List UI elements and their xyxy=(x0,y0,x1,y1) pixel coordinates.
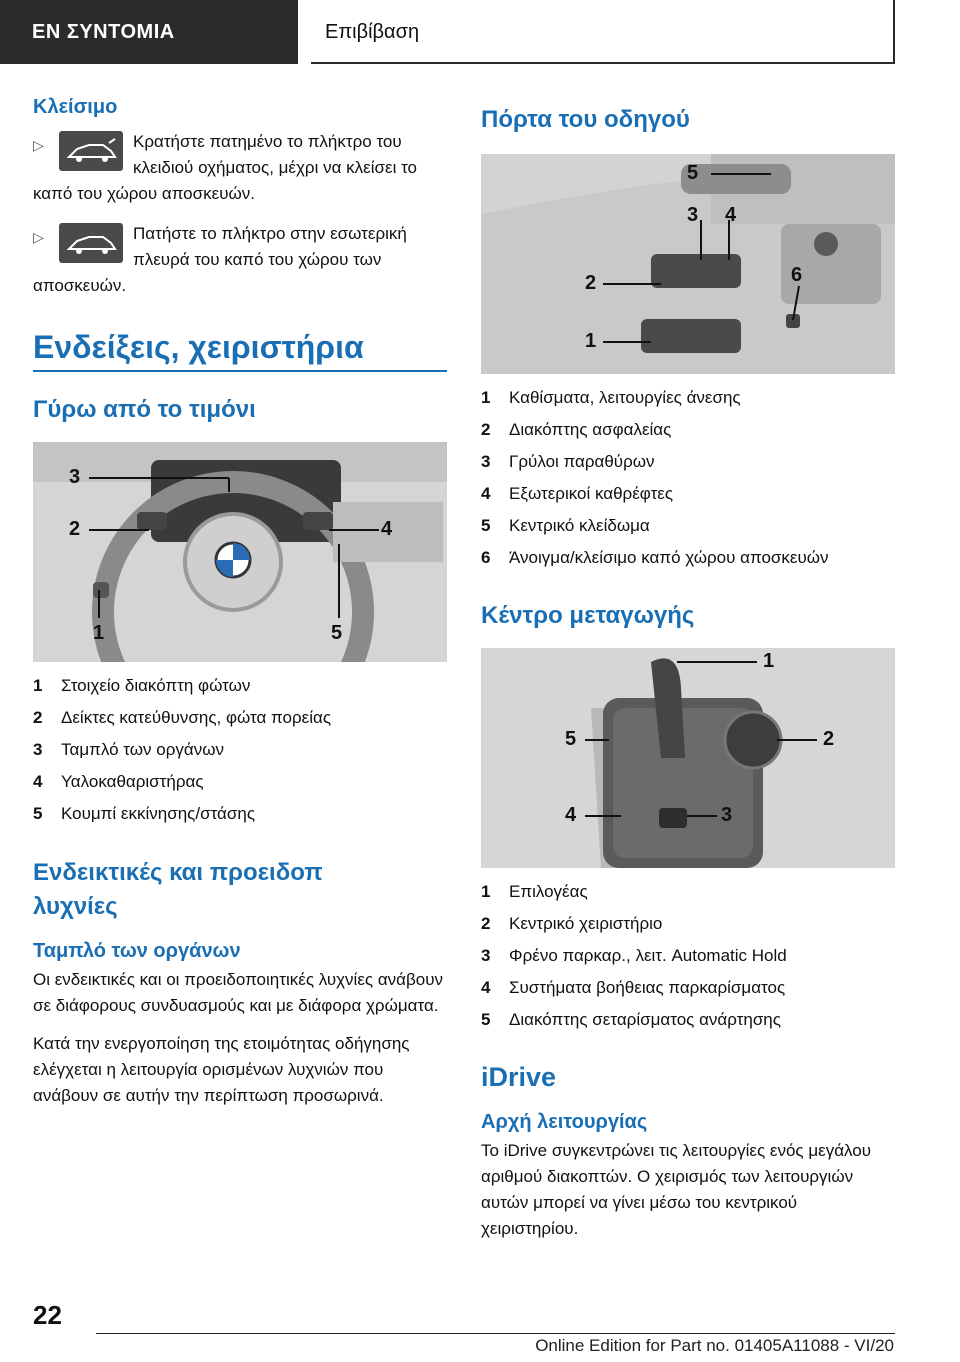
list-item: 5 Κουμπί εκκίνησης/στάσης xyxy=(33,804,256,823)
left-column xyxy=(33,90,447,1109)
controls-heading xyxy=(33,329,447,372)
step-triangle-icon: ▷ xyxy=(33,137,44,153)
list-item: 1 Επιλογέας xyxy=(481,882,588,901)
callout-5: 5 xyxy=(687,162,699,184)
list-item: 3 Φρένο παρκαρ., λειτ. Automatic Hold xyxy=(481,946,787,965)
list-item: 4 Συστήματα βοήθειας παρκαρίσματος xyxy=(481,978,786,997)
callout-1: 1 xyxy=(585,330,597,352)
locking-step-2-text: Πατήστε το πλήκτρο στην εσωτερική πλευρά του καπό του χώρου των αποσκευών. xyxy=(33,224,407,295)
list-item: 3 Ταμπλό των οργάνων xyxy=(33,740,224,759)
locking-title: Κλείσιμο xyxy=(33,96,118,118)
list-item: 1 Καθίσματα, λειτουργίες άνεσης xyxy=(481,388,741,407)
idrive-paragraph: Το iDrive συγκεντρώνει τις λειτουργίες ενός μεγάλου αριθμού διακοπτών. Ο χειρισμός των λειτουργιών αυτών μπορεί να γίνει μέσω του κεντρικού χειριστηρίου. xyxy=(481,1141,872,1238)
list-item: 1 Στοιχείο διακόπτη φώτων xyxy=(33,676,251,695)
center-console-photo xyxy=(481,648,895,868)
callout-3: 3 xyxy=(69,466,81,488)
controls-title: Ενδείξεις, χειριστήρια xyxy=(33,329,364,365)
callout-4: 4 xyxy=(565,804,577,826)
lights-paragraph-2: Κατά την ενεργοποίηση της ετοιμότητας οδήγησης ελέγχεται η λειτουργία ορισμένων λυχνιών που ανάβουν σε αυτήν την περίπτωση προσωρινά. xyxy=(33,1034,410,1105)
callout-6: 6 xyxy=(791,264,803,286)
car-trunk-key-icon xyxy=(59,131,123,171)
callout-3: 3 xyxy=(721,804,733,826)
step-triangle-icon: ▷ xyxy=(33,229,44,245)
footer-divider xyxy=(96,1333,895,1334)
page-number: 22 xyxy=(33,1300,62,1330)
lights-title: Ενδεικτικές και προειδοπ λυχνίες xyxy=(33,859,323,920)
callout-3: 3 xyxy=(687,204,699,226)
steering-title: Γύρω από το τιμόνι xyxy=(33,396,256,423)
principle-title: Αρχή λειτουργίας xyxy=(481,1111,648,1133)
driver-door-photo xyxy=(481,154,895,374)
list-item: 3 Γρύλοι παραθύρων xyxy=(481,452,655,471)
list-item: 6 Άνοιγμα/κλείσιμο καπό χώρου αποσκευών xyxy=(481,548,829,567)
section-label: ΕΝ ΣΥΝΤΟΜΙΑ xyxy=(32,21,175,43)
locking-step-1 xyxy=(33,129,447,207)
locking-step-2 xyxy=(33,221,447,299)
chapter-label: Επιβίβαση xyxy=(325,21,420,43)
idrive-title: iDrive xyxy=(481,1062,557,1092)
console-title: Κέντρο μεταγωγής xyxy=(481,602,695,629)
list-item: 4 Υαλοκαθαριστήρας xyxy=(33,772,204,791)
door-title: Πόρτα του οδηγού xyxy=(481,106,690,133)
list-item: 2 Διακόπτης ασφαλείας xyxy=(481,420,672,439)
footer-edition: Online Edition for Part no. 01405A11088 - VI/20 xyxy=(535,1336,894,1355)
instrument-title: Ταμπλό των οργάνων xyxy=(33,940,241,962)
callout-2: 2 xyxy=(823,728,835,750)
locking-step-1-text: Κρατήστε πατημένο το πλήκτρο του κλειδιού οχήματος, μέχρι να κλείσει το καπό του χώρου αποσκευών. xyxy=(33,132,418,203)
list-item: 5 Διακόπτης σεταρίσματος ανάρτησης xyxy=(481,1010,781,1029)
chapter-tab xyxy=(311,0,895,64)
console-legend xyxy=(481,876,895,1036)
callout-5: 5 xyxy=(331,622,343,644)
callout-2: 2 xyxy=(585,272,597,294)
callout-1: 1 xyxy=(763,650,775,672)
callout-4: 4 xyxy=(725,204,737,226)
right-column xyxy=(481,90,895,1242)
callout-2: 2 xyxy=(69,518,81,540)
lights-paragraph-1: Οι ενδεικτικές και οι προειδοποιητικές λυχνίες ανάβουν σε διάφορους συνδυασμούς και με διάφορα χρώματα. xyxy=(33,970,444,1015)
door-legend xyxy=(481,382,895,574)
list-item: 2 Κεντρικό χειριστήριο xyxy=(481,914,663,933)
callout-5: 5 xyxy=(565,728,577,750)
callout-4: 4 xyxy=(381,518,393,540)
list-item: 4 Εξωτερικοί καθρέφτες xyxy=(481,484,674,503)
callout-1: 1 xyxy=(93,622,105,644)
steering-wheel-photo xyxy=(33,442,447,662)
steering-legend xyxy=(33,670,447,830)
list-item: 5 Κεντρικό κλείδωμα xyxy=(481,516,650,535)
section-tab xyxy=(0,0,298,64)
list-item: 2 Δείκτες κατεύθυνσης, φώτα πορείας xyxy=(33,708,332,727)
car-trunk-button-icon xyxy=(59,223,123,263)
